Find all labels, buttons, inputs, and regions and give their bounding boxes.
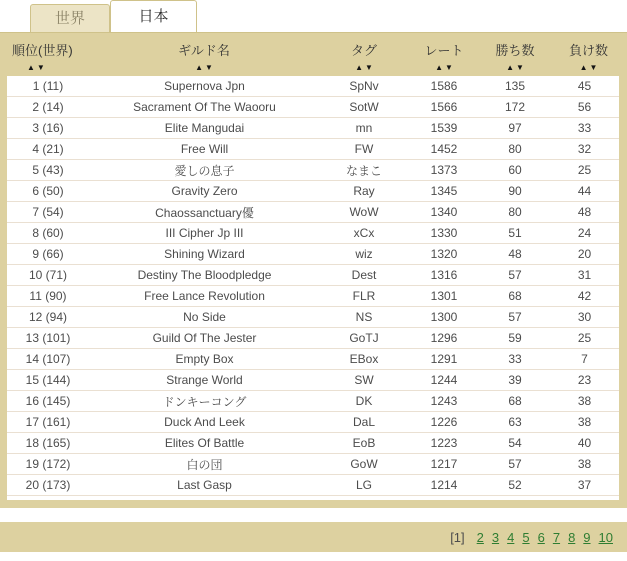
- cell-rank: 19 (172): [7, 454, 89, 475]
- cell-rate: 1586: [430, 79, 458, 93]
- cell-wins: 57: [480, 454, 550, 475]
- tab-bar: [0, 0, 627, 32]
- pagination-page-link[interactable]: 9: [583, 529, 591, 545]
- cell-rank: 13 (101): [7, 328, 89, 349]
- table-row: [7, 454, 619, 475]
- cell-rank: 6 (50): [7, 181, 89, 202]
- table-row: [7, 223, 619, 244]
- cell-guild: III Cipher Jp III: [89, 223, 320, 244]
- cell-losses: 32: [550, 139, 619, 160]
- cell-rank: 1 (11): [32, 79, 64, 93]
- sort-asc-icon[interactable]: ▲: [506, 63, 514, 72]
- cell-guild: Free Will: [89, 139, 320, 160]
- cell-losses: 25: [550, 160, 619, 181]
- sort-controls-rate: [434, 64, 454, 72]
- table-row: [7, 412, 619, 433]
- cell-losses: 20: [550, 244, 619, 265]
- sort-desc-icon[interactable]: ▼: [205, 63, 213, 72]
- cell-guild: Strange World: [89, 370, 320, 391]
- cell-rank: 10 (71): [7, 265, 89, 286]
- ranking-table: [7, 76, 619, 496]
- cell-tag: FW: [320, 139, 408, 160]
- table-row: [7, 160, 619, 181]
- cell-rate: 1217: [408, 454, 480, 475]
- cell-losses: 7: [550, 349, 619, 370]
- cell-guild: Shining Wizard: [89, 244, 320, 265]
- cell-wins: 135: [504, 79, 526, 93]
- cell-guild: Chaossanctuary優: [89, 202, 320, 223]
- cell-rank: 12 (94): [7, 307, 89, 328]
- cell-rate: 1373: [408, 160, 480, 181]
- table-body: [0, 76, 627, 508]
- cell-losses: 30: [550, 307, 619, 328]
- cell-guild: Sacrament Of The Waooru: [89, 97, 320, 118]
- table-row: [7, 265, 619, 286]
- cell-wins: 80: [480, 202, 550, 223]
- cell-guild: Gravity Zero: [89, 181, 320, 202]
- cell-losses: 40: [550, 433, 619, 454]
- pagination-page-link[interactable]: 6: [537, 529, 545, 545]
- cell-tag: EBox: [320, 349, 408, 370]
- cell-tag: DK: [320, 391, 408, 412]
- sort-controls-losses: [579, 64, 599, 72]
- cell-rate: 1340: [408, 202, 480, 223]
- cell-tag: NS: [320, 307, 408, 328]
- cell-rate: 1330: [408, 223, 480, 244]
- cell-rank: 11 (90): [7, 286, 89, 307]
- cell-guild: Destiny The Bloodpledge: [89, 265, 320, 286]
- cell-guild: 愛しの息子: [89, 160, 320, 181]
- cell-rate: 1320: [408, 244, 480, 265]
- cell-guild: Guild Of The Jester: [89, 328, 320, 349]
- pagination-current: [1]: [450, 529, 465, 545]
- cell-wins: 33: [480, 349, 550, 370]
- sort-controls-guild: [194, 64, 214, 72]
- cell-wins: 172: [480, 97, 550, 118]
- cell-rank: 7 (54): [7, 202, 89, 223]
- cell-guild: No Side: [89, 307, 320, 328]
- column-header-wins: [480, 33, 550, 76]
- sort-controls-tag: [354, 64, 374, 72]
- sort-asc-icon[interactable]: ▲: [27, 63, 35, 72]
- cell-guild: Elite Mangudai: [89, 118, 320, 139]
- pagination-page-link[interactable]: 8: [568, 529, 576, 545]
- cell-wins: 68: [480, 391, 550, 412]
- cell-guild: Elites Of Battle: [89, 433, 320, 454]
- cell-rate: 1291: [408, 349, 480, 370]
- cell-wins: 51: [480, 223, 550, 244]
- cell-wins: 39: [480, 370, 550, 391]
- sort-asc-icon[interactable]: ▲: [195, 63, 203, 72]
- table-row: [7, 97, 619, 118]
- cell-rank: 16 (145): [7, 391, 89, 412]
- table-header: [0, 32, 627, 76]
- table-row: [7, 181, 619, 202]
- cell-wins: 80: [480, 139, 550, 160]
- table-row: [7, 307, 619, 328]
- table-row: [7, 475, 619, 496]
- sort-asc-icon[interactable]: ▲: [579, 63, 588, 72]
- cell-tag: FLR: [320, 286, 408, 307]
- table-row: [7, 139, 619, 160]
- cell-tag: Dest: [320, 265, 408, 286]
- cell-rate: 1226: [408, 412, 480, 433]
- cell-guild: ドンキーコング: [89, 391, 320, 412]
- column-header-rank: [0, 33, 88, 76]
- cell-rate: 1301: [408, 286, 480, 307]
- table-row: [7, 328, 619, 349]
- table-row: [7, 391, 619, 412]
- cell-tag: LG: [320, 475, 408, 496]
- cell-rate: 1566: [408, 97, 480, 118]
- cell-losses: 37: [550, 475, 619, 496]
- sort-desc-icon[interactable]: ▼: [365, 63, 373, 72]
- cell-rate: 1214: [408, 475, 480, 496]
- cell-wins: 68: [480, 286, 550, 307]
- cell-tag: なまこ: [320, 160, 408, 181]
- table-row: [7, 349, 619, 370]
- cell-rank: 20 (173): [7, 475, 89, 496]
- column-label-rate: レート: [424, 43, 464, 58]
- cell-tag: wiz: [320, 244, 408, 265]
- table-row: [7, 76, 619, 97]
- column-label-rank: 順位(世界): [12, 43, 73, 58]
- cell-wins: 48: [480, 244, 550, 265]
- pagination-page-link[interactable]: 4: [507, 529, 515, 545]
- sort-desc-icon[interactable]: ▼: [36, 63, 45, 72]
- table-row: [7, 433, 619, 454]
- cell-rank: 5 (43): [7, 160, 89, 181]
- cell-losses: 38: [550, 412, 619, 433]
- cell-tag: SotW: [320, 97, 408, 118]
- cell-wins: 97: [480, 118, 550, 139]
- table-row: [7, 202, 619, 223]
- cell-tag: mn: [320, 118, 408, 139]
- cell-rate: 1296: [408, 328, 480, 349]
- tab-world[interactable]: 世界: [30, 4, 110, 32]
- cell-wins: 90: [480, 181, 550, 202]
- cell-rank: 4 (21): [7, 139, 89, 160]
- table-row: [7, 244, 619, 265]
- cell-tag: GoTJ: [320, 328, 408, 349]
- cell-rank: 2 (14): [7, 97, 89, 118]
- cell-wins: 63: [480, 412, 550, 433]
- cell-losses: 33: [550, 118, 619, 139]
- cell-rank: 18 (165): [7, 433, 89, 454]
- cell-losses: 31: [550, 265, 619, 286]
- pagination-page-link[interactable]: 3: [491, 529, 500, 545]
- cell-losses: 24: [550, 223, 619, 244]
- cell-tag: SpNv: [349, 79, 379, 93]
- cell-rate: 1316: [408, 265, 480, 286]
- column-header-losses: [550, 33, 627, 76]
- cell-rate: 1345: [408, 181, 480, 202]
- cell-wins: 59: [480, 328, 550, 349]
- sort-controls-wins: [505, 64, 525, 72]
- column-label-losses: 負け数: [568, 43, 608, 58]
- column-label-guild: ギルド名: [178, 43, 230, 58]
- cell-rank: 3 (16): [7, 118, 89, 139]
- cell-guild: Supernova Jpn: [164, 79, 245, 93]
- cell-tag: EoB: [320, 433, 408, 454]
- cell-losses: 48: [550, 202, 619, 223]
- sort-asc-icon[interactable]: ▲: [435, 63, 443, 72]
- cell-rank: 14 (107): [7, 349, 89, 370]
- cell-guild: Empty Box: [89, 349, 320, 370]
- cell-losses: 45: [577, 79, 592, 93]
- pagination-page-link[interactable]: 5: [522, 529, 530, 545]
- cell-tag: SW: [320, 370, 408, 391]
- cell-rank: 15 (144): [7, 370, 89, 391]
- pagination-page-link[interactable]: 10: [598, 529, 613, 545]
- cell-guild: 白の団: [89, 454, 320, 475]
- cell-losses: 38: [550, 454, 619, 475]
- cell-wins: 57: [480, 265, 550, 286]
- cell-rank: 17 (161): [7, 412, 89, 433]
- cell-tag: xCx: [320, 223, 408, 244]
- sort-desc-icon[interactable]: ▼: [445, 63, 453, 72]
- spacer: [0, 508, 627, 522]
- table-row: [7, 286, 619, 307]
- cell-losses: 42: [550, 286, 619, 307]
- cell-rate: 1243: [408, 391, 480, 412]
- cell-rate: 1539: [408, 118, 480, 139]
- cell-tag: GoW: [320, 454, 408, 475]
- cell-guild: Last Gasp: [89, 475, 320, 496]
- table-row: [7, 370, 619, 391]
- sort-asc-icon[interactable]: ▲: [355, 63, 363, 72]
- column-header-rate: [408, 33, 480, 76]
- cell-rate: 1223: [408, 433, 480, 454]
- column-header-tag: [320, 33, 408, 76]
- cell-rate: 1452: [408, 139, 480, 160]
- cell-guild: Duck And Leek: [89, 412, 320, 433]
- pagination-page-link[interactable]: 7: [552, 529, 561, 545]
- cell-tag: WoW: [320, 202, 408, 223]
- cell-wins: 57: [480, 307, 550, 328]
- cell-wins: 60: [480, 160, 550, 181]
- cell-rate: 1244: [408, 370, 480, 391]
- sort-controls-rank: [26, 64, 46, 72]
- cell-tag: Ray: [320, 181, 408, 202]
- cell-rank: 9 (66): [7, 244, 89, 265]
- cell-rate: 1300: [408, 307, 480, 328]
- pagination: [0, 522, 627, 552]
- cell-losses: 23: [550, 370, 619, 391]
- cell-losses: 25: [550, 328, 619, 349]
- sort-desc-icon[interactable]: ▼: [516, 63, 524, 72]
- sort-desc-icon[interactable]: ▼: [589, 63, 598, 72]
- cell-losses: 56: [550, 97, 619, 118]
- cell-losses: 38: [550, 391, 619, 412]
- cell-tag: DaL: [320, 412, 408, 433]
- cell-rank: 8 (60): [7, 223, 89, 244]
- cell-wins: 52: [480, 475, 550, 496]
- column-label-wins: 勝ち数: [495, 43, 535, 58]
- cell-losses: 44: [550, 181, 619, 202]
- cell-guild: Free Lance Revolution: [89, 286, 320, 307]
- pagination-page-link[interactable]: 2: [476, 529, 484, 545]
- tab-japan[interactable]: 日本: [110, 0, 197, 32]
- column-label-tag: タグ: [350, 43, 377, 58]
- column-header-guild: [88, 33, 320, 76]
- table-row: [7, 118, 619, 139]
- cell-wins: 54: [480, 433, 550, 454]
